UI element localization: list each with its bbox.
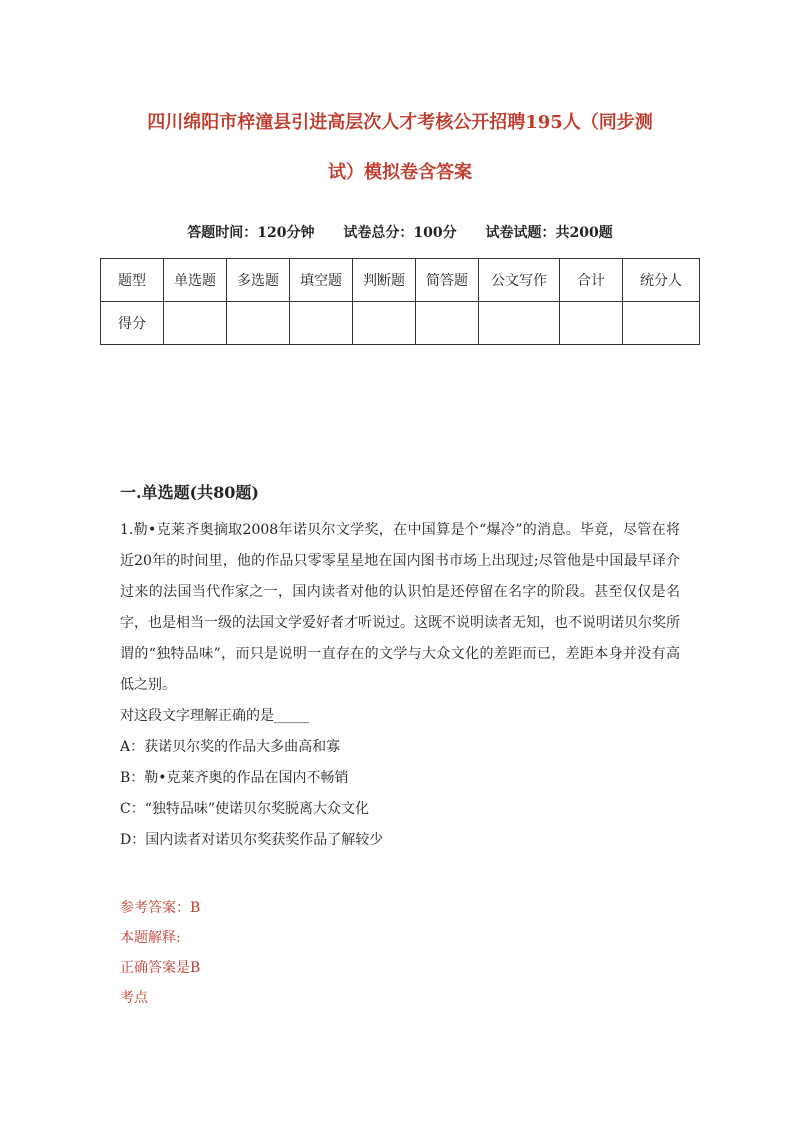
header-cell: 简答题 [416, 259, 479, 302]
header-cell: 题型 [101, 259, 164, 302]
question-text: 1.勒•克莱齐奥摘取2008年诺贝尔文学奖，在中国算是个“爆冷”的消息。毕竟，尽管在将近20年的时间里，他的作品只零零星星地在国内图书市场上出现过;尽管他是中国最早译介过来的法国当代作家之一，国内读者对他的认识怕是还停留在名字的阶段。甚至仅仅是名字，也是相当一级的法国文学爱好者才听说过。这既不说明读者无知，也不说明诺贝尔奖所谓的“独特品味”，而只是说明一直存在的文学与大众文化的差距而已，差距本身并没有高低之别。 [120, 522, 680, 693]
score-table-row [101, 302, 700, 345]
question-options [120, 732, 383, 856]
section-title: 一.单选题(共80题) [120, 483, 259, 502]
score-cell [560, 302, 623, 345]
exam-meta [100, 222, 700, 242]
question-prompt: 对这段文字理解正确的是_____ [120, 708, 309, 724]
score-cell [416, 302, 479, 345]
option-d: D：国内读者对诺贝尔奖获奖作品了解较少 [120, 832, 384, 848]
score-table [100, 258, 700, 345]
reference-answer: 参考答案：B [120, 900, 201, 916]
exam-total-score: 试卷总分：100分 [343, 225, 457, 241]
score-cell [227, 302, 290, 345]
score-cell [623, 302, 700, 345]
exam-question-count: 试卷试题：共200题 [485, 225, 613, 241]
header-cell: 合计 [560, 259, 623, 302]
header-cell: 统分人 [623, 259, 700, 302]
score-cell [479, 302, 560, 345]
exam-time: 答题时间：120分钟 [187, 225, 315, 241]
title-line-2: 试）模拟卷含答案 [328, 162, 472, 183]
option-a: A：获诺贝尔奖的作品大多曲高和寡 [120, 739, 341, 755]
score-cell [164, 302, 227, 345]
option-b: B：勒•克莱齐奥的作品在国内不畅销 [120, 770, 349, 786]
header-cell: 多选题 [227, 259, 290, 302]
header-cell: 公文写作 [479, 259, 560, 302]
header-cell: 单选题 [164, 259, 227, 302]
document-title [100, 98, 700, 198]
correct-answer: 正确答案是B [120, 960, 201, 976]
header-cell: 判断题 [353, 259, 416, 302]
key-point-label: 考点 [120, 990, 148, 1006]
title-line-1: 四川绵阳市梓潼县引进高层次人才考核公开招聘195人（同步测 [147, 112, 653, 133]
score-table-header-row [101, 259, 700, 302]
row-label: 得分 [101, 302, 164, 345]
score-cell [290, 302, 353, 345]
explanation-label: 本题解释: [120, 930, 181, 946]
header-cell: 填空题 [290, 259, 353, 302]
answer-block [120, 893, 200, 1013]
option-c: C：“独特品味”使诺贝尔奖脱离大众文化 [120, 801, 370, 817]
score-cell [353, 302, 416, 345]
question-body [120, 515, 680, 732]
